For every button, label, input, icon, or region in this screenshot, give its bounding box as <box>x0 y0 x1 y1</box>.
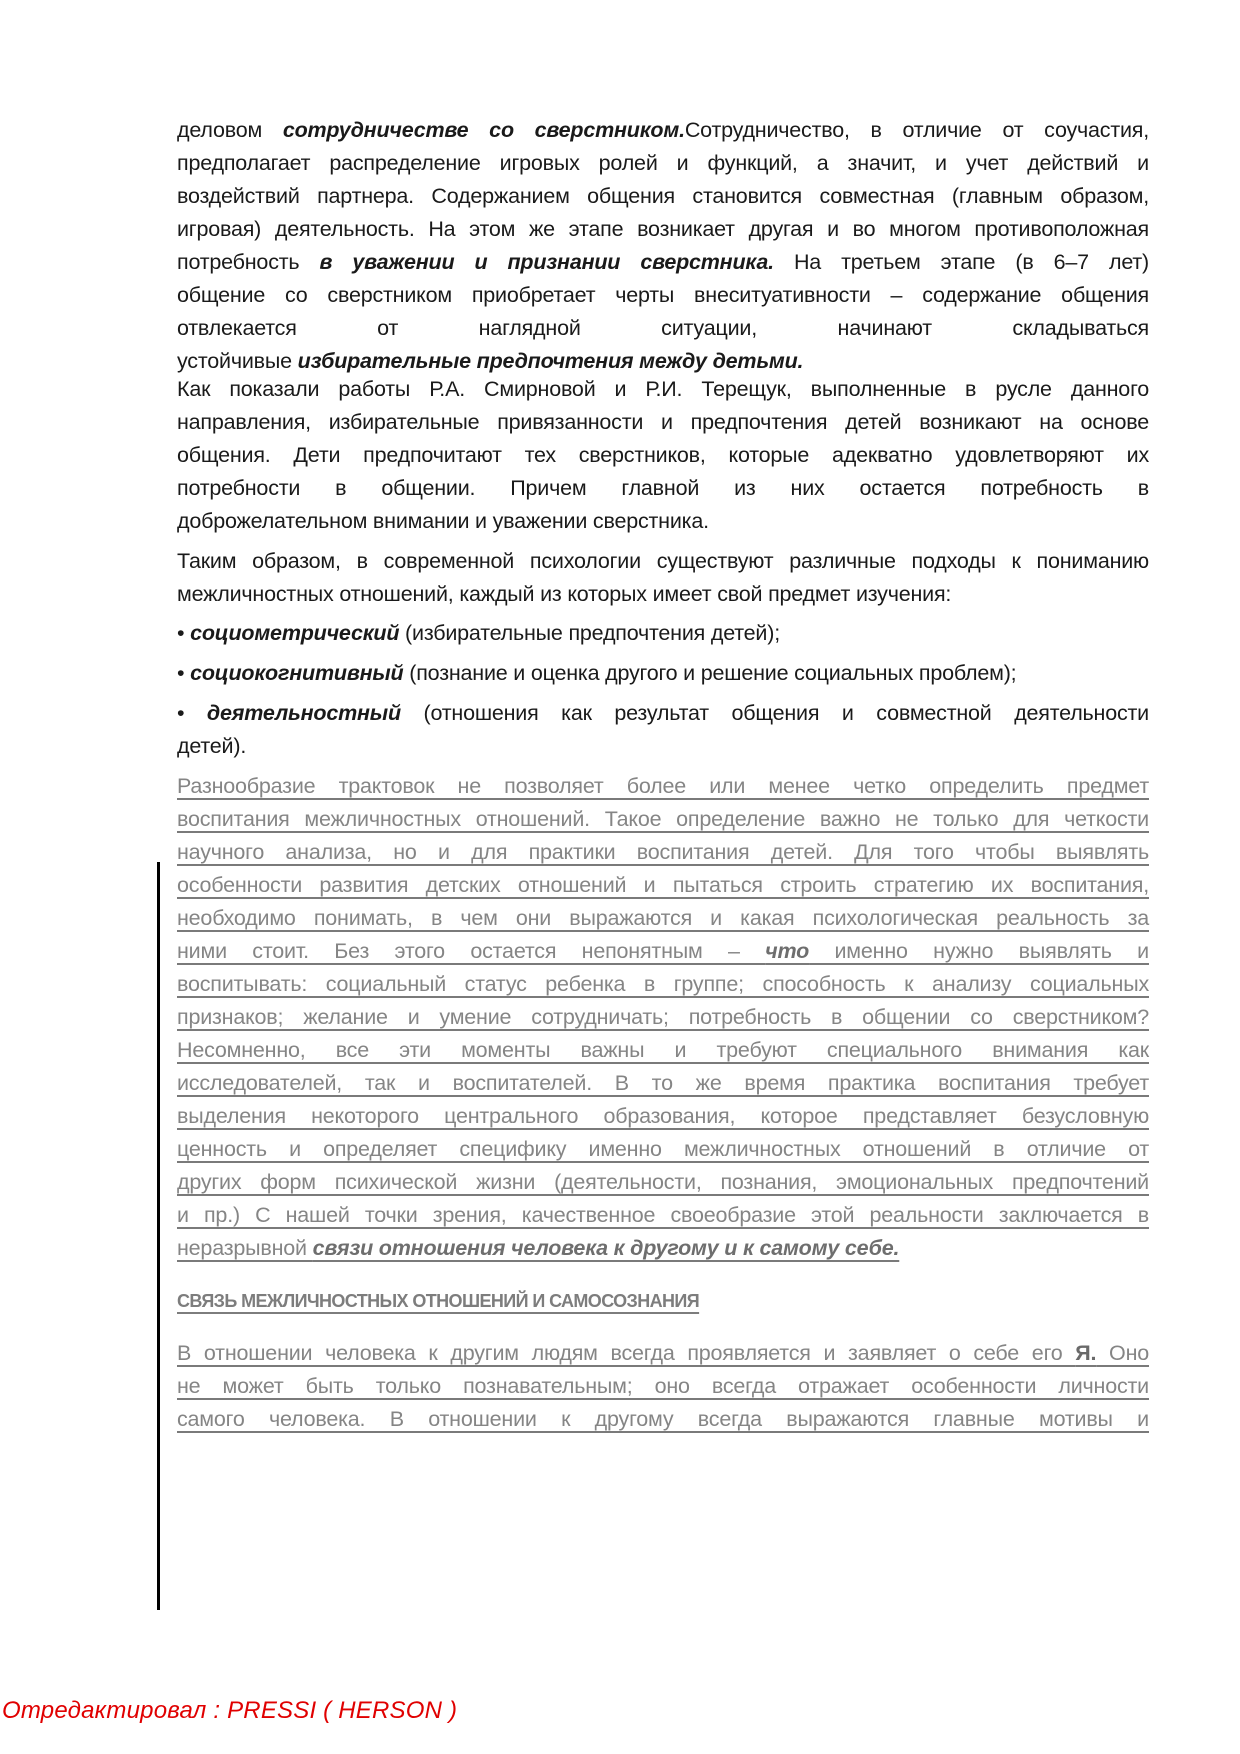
list-item: • деятельностный (отношения как результат общения и совместной деятельности <box>177 701 1149 725</box>
text-line: доброжелательном внимании и уважении сверстника. <box>177 509 709 533</box>
text-line: потребность в уважении и признании сверстника. На третьем этапе (в 6–7 лет) <box>177 250 1149 274</box>
text-line: предполагает распределение игровых ролей и функций, а значит, и учет действий и <box>177 151 1149 175</box>
text-line: воспитывать: социальный статус ребенка в группе; способность к анализу социальных <box>177 972 1149 996</box>
change-bar <box>157 862 160 1610</box>
text-line: Разнообразие трактовок не позволяет более или менее четко определить предмет <box>177 774 1149 798</box>
text-line: В отношении человека к другим людям всегда проявляется и заявляет о себе его Я. Оно <box>177 1341 1150 1365</box>
text-line: общения. Дети предпочитают тех сверстников, которые адекватно удовлетворяют их <box>177 443 1149 467</box>
text-line: деловом сотрудничестве со сверстником.Сотрудничество, в отличие от соучастия, <box>177 118 1149 142</box>
text-line: Как показали работы Р.А. Смирновой и Р.И. Терещук, выполненные в русле данного <box>177 377 1149 401</box>
text-line: самого человека. В отношении к другому всегда выражаются главные мотивы и <box>177 1407 1149 1431</box>
text-line: межличностных отношений, каждый из которых имеет свой предмет изучения: <box>177 582 952 606</box>
approach-term: социометрический <box>190 621 400 645</box>
text-line: устойчивые избирательные предпочтения между детьми. <box>177 349 804 373</box>
text-line: не может быть только познавательным; оно всегда отражает особенности личности <box>177 1374 1149 1398</box>
text-line: воспитания межличностных отношений. Такое определение важно не только для четкости <box>177 807 1149 831</box>
emphasis: в уважении и признании сверстника. <box>319 250 774 274</box>
emphasis: сотрудничестве со сверстником. <box>282 118 685 142</box>
strong-ya: Я. <box>1075 1341 1097 1365</box>
text-line: выделения некоторого центрального образования, которое представляет безусловную <box>177 1104 1149 1128</box>
text-line: ними стоит. Без этого остается непонятным – что именно нужно выявлять и <box>177 939 1149 963</box>
text-line: воздействий партнера. Содержанием общения становится совместная (главным образом, <box>177 184 1149 208</box>
text-line: направления, избирательные привязанности и предпочтения детей возникают на основе <box>177 410 1149 434</box>
editor-credit: Отредактировал : PRESSI ( HERSON ) <box>2 1697 458 1724</box>
text-line: неразрывной связи отношения человека к другому и к самому себе. <box>177 1236 900 1260</box>
text-line: исследователей, так и воспитателей. В то же время практика воспитания требует <box>177 1071 1149 1095</box>
approach-term: деятельностный <box>206 701 401 725</box>
text-line: общение со сверстником приобретает черты внеситуативности – содержание общения <box>177 283 1149 307</box>
text-line: игровая) деятельность. На этом же этапе возникает другая и во многом противоположная <box>177 217 1149 241</box>
section-heading: СВЯЗЬ МЕЖЛИЧНОСТНЫХ ОТНОШЕНИЙ И САМОСОЗНАНИЯ <box>177 1291 700 1311</box>
text-line: потребности в общении. Причем главной из них остается потребность в <box>177 476 1149 500</box>
text-line: ценность и определяет специфику именно межличностных отношений в отличие от <box>177 1137 1149 1161</box>
text-line: необходимо понимать, в чем они выражаются и какая психологическая реальность за <box>177 906 1149 930</box>
approach-term: социокогнитивный <box>190 661 404 685</box>
list-item: • социометрический (избирательные предпочтения детей); <box>177 621 780 645</box>
text-line: отвлекается от наглядной ситуации, начинают складываться <box>177 316 1149 340</box>
text-line: особенности развития детских отношений и пытаться строить стратегию их воспитания, <box>177 873 1149 897</box>
text-line: Таким образом, в современной психологии существуют различные подходы к пониманию <box>177 549 1149 573</box>
emphasis: что <box>765 939 810 963</box>
text-line: Несомненно, все эти моменты важны и требуют специального внимания как <box>177 1038 1149 1062</box>
list-item-continuation: детей). <box>177 734 247 758</box>
list-item: • социокогнитивный (познание и оценка другого и решение социальных проблем); <box>177 661 1017 685</box>
emphasis: избирательные предпочтения между детьми. <box>297 349 804 373</box>
text-line: признаков; желание и умение сотрудничать; потребность в общении со сверстником? <box>177 1005 1149 1029</box>
emphasis: связи отношения человека к другому и к самому себе. <box>312 1236 900 1260</box>
text-line: других форм психической жизни (деятельности, познания, эмоциональных предпочтений <box>177 1170 1149 1194</box>
text-line: научного анализа, но и для практики воспитания детей. Для того чтобы выявлять <box>177 840 1149 864</box>
text-line: и пр.) С нашей точки зрения, качественное своеобразие этой реальности заключается в <box>177 1203 1149 1227</box>
